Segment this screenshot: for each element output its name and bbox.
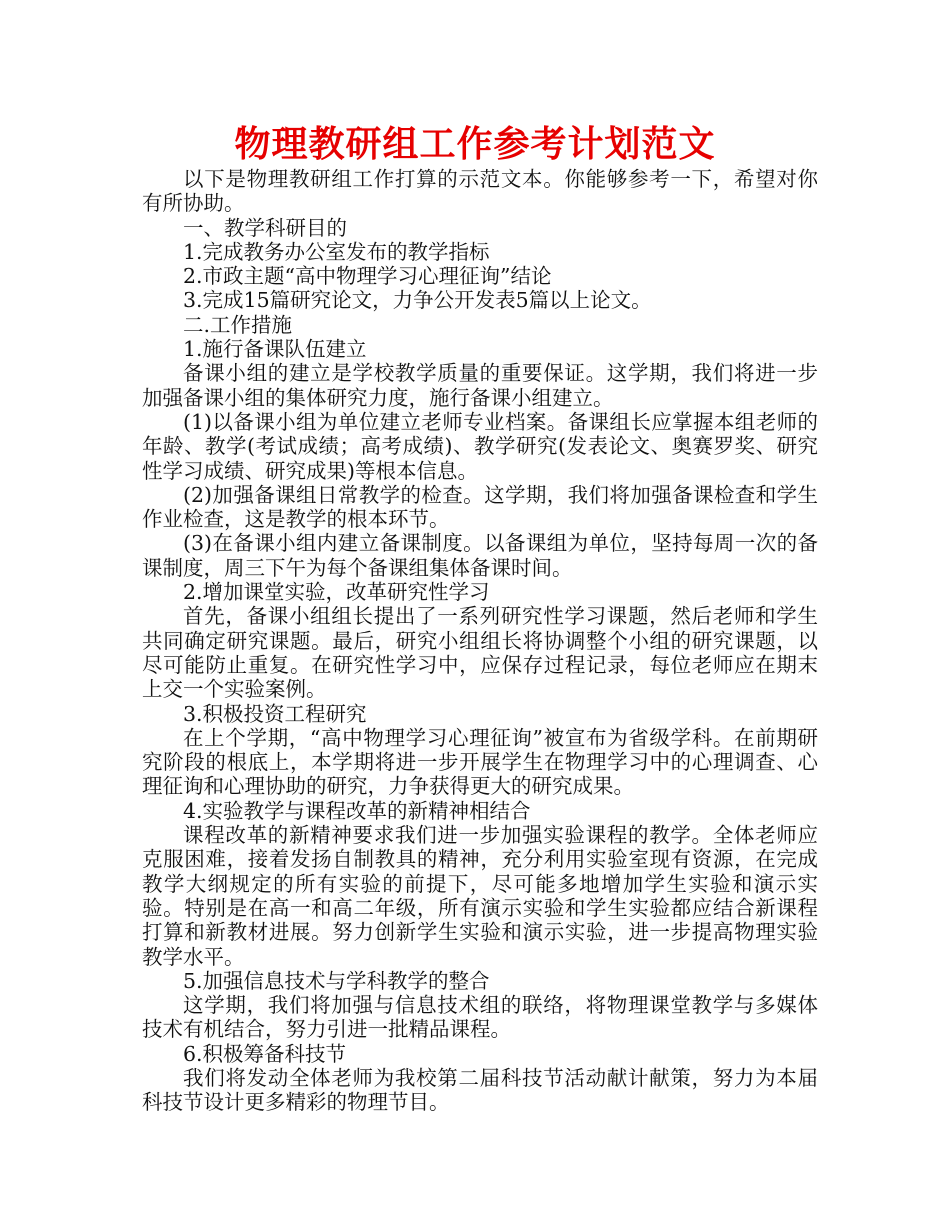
paragraph: (3)在备课小组内建立备课制度。以备课组为单位，坚持每周一次的备课制度，周三下午为每个备课组集体备课时间。 xyxy=(142,531,818,580)
paragraph: (2)加强备课组日常教学的检查。这学期，我们将加强备课检查和学生作业检查，这是教学的根本环节。 xyxy=(142,482,818,532)
subheading: 2.增加课堂实验，改革研究性学习 xyxy=(183,580,490,605)
heading-section-2: 二.工作措施 xyxy=(183,312,293,337)
list-item: 2.市政主题“高中物理学习心理征询”结论 xyxy=(183,264,552,289)
subheading: 4.实验教学与课程改革的新精神相结合 xyxy=(183,798,531,823)
paragraph: 这学期，我们将加强与信息技术组的联络，将物理课堂教学与多媒体技术有机结合，努力引进一批精品课程。 xyxy=(142,993,818,1042)
paragraph: 首先，备课小组组长提出了一系列研究性学习课题，然后老师和学生共同确定研究课题。最后，研究小组组长将协调整个小组的研究课题，以尽可能防止重复。在研究性学习中，应保存过程记录，每位老师应在期末上交一个实验案例。 xyxy=(142,604,818,702)
paragraph-intro: 以下是物理教研组工作打算的示范文本。你能够参考一下，希望对你有所协助。 xyxy=(142,167,818,216)
heading-section-1: 一、教学科研目的 xyxy=(183,215,347,240)
subheading: 1.施行备课队伍建立 xyxy=(183,337,367,362)
paragraph: 课程改革的新精神要求我们进一步加强实验课程的教学。全体老师应克服困难，接着发扬自制教具的精神，充分利用实验室现有资源，在完成教学大纲规定的所有实验的前提下，尽可能多地增加学生实验和演示实验。特别是在高一和高二年级，所有演示实验和学生实验都应结合新课程打算和新教材进展。努力创新学生实验和演示实验，进一步提高物理实验教学水平。 xyxy=(142,823,818,969)
subheading: 5.加强信息技术与学科教学的整合 xyxy=(183,968,490,993)
list-item: 3.完成15篇研究论文，力争公开发表5篇以上论文。 xyxy=(183,288,652,313)
subheading: 6.积极筹备科技节 xyxy=(183,1041,347,1066)
paragraph: 备课小组的建立是学校教学质量的重要保证。这学期，我们将进一步加强备课小组的集体研究力度，施行备课小组建立。 xyxy=(142,361,818,410)
subheading: 3.积极投资工程研究 xyxy=(183,701,367,726)
document-body xyxy=(142,167,818,1115)
paragraph: 我们将发动全体老师为我校第二届科技节活动献计献策，努力为本届科技节设计更多精彩的物理节目。 xyxy=(142,1065,818,1115)
list-item: 1.完成教务办公室发布的教学指标 xyxy=(183,239,490,264)
paragraph: 在上个学期，“高中物理学习心理征询”被宣布为省级学科。在前期研究阶段的根底上，本学期将进一步开展学生在物理学习中的心理调查、心理征询和心理协助的研究，力争获得更大的研究成果。 xyxy=(142,725,818,799)
document-title: 物理教研组工作参考计划范文 xyxy=(234,123,716,165)
paragraph: (1)以备课小组为单位建立老师专业档案。备课组长应掌握本组老师的年龄、教学(考试成绩；高考成绩)、教学研究(发表论文、奥赛罗奖、研究性学习成绩、研究成果)等根本信息。 xyxy=(142,409,818,483)
